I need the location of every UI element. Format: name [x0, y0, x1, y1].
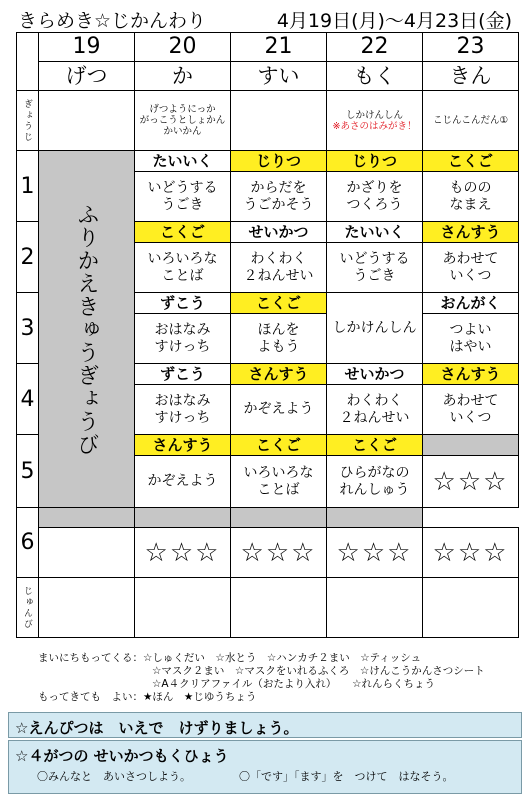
p1-thu-subject: じりつ — [327, 151, 423, 172]
day-num-19: 19 — [39, 33, 135, 62]
period-3: 3 — [17, 293, 39, 364]
bring-ok-line — [38, 691, 256, 704]
header — [18, 4, 518, 30]
p3-wed-l1: ほんを — [257, 321, 300, 338]
p3-wed-subject: こくご — [231, 293, 327, 314]
goal-title: ☆４がつの せいかつもくひょう — [15, 747, 229, 765]
p2-fri-l2: いくつ — [449, 267, 492, 284]
p2-tue-l2: ことば — [161, 267, 204, 284]
p3-fri-l2: はやい — [449, 338, 492, 355]
p6-thu-stars: ☆☆☆ — [327, 528, 423, 578]
day-num-21: 21 — [231, 33, 327, 62]
notice-text: ☆えんぴつは いえで けずりましょう。 — [15, 719, 299, 737]
bring-line1 — [38, 652, 421, 665]
p1-wed-l2: うごかそう — [243, 196, 314, 213]
morning-fri-line1: こじんこんだん① — [432, 115, 509, 126]
morning-mon — [39, 91, 135, 151]
after-thu — [327, 578, 423, 638]
notice-box — [8, 712, 522, 738]
day-num-22: 22 — [327, 33, 423, 62]
p1-fri-subject: こくご — [423, 151, 519, 172]
morning-tue-line3: かいかん — [163, 126, 202, 137]
p1-fri-l2: なまえ — [449, 196, 492, 213]
page-title: きらめき☆じかんわり — [18, 10, 207, 32]
p6-tue-stars: ☆☆☆ — [135, 528, 231, 578]
p5-tue-subject: さんすう — [135, 435, 231, 456]
p4-wed-subject: さんすう — [231, 364, 327, 385]
p3-thu-l1: しかけんしん — [332, 319, 417, 336]
p6-wed-stars: ☆☆☆ — [231, 528, 327, 578]
p3-thu-content — [327, 293, 423, 364]
p3-tue-subject: ずこう — [135, 293, 231, 314]
p4-thu-subject: せいかつ — [327, 364, 423, 385]
day-num-20: 20 — [135, 33, 231, 62]
p1-thu-l2: つくろう — [346, 196, 403, 213]
bring-line3: ☆A４クリアファイル（おたより入れ） ☆れんらくちょう — [152, 678, 436, 690]
weekday-thu: もく — [327, 62, 423, 91]
p4-thu-l2: ２ねんせい — [339, 409, 410, 426]
p2-thu-subject: たいいく — [327, 222, 423, 243]
bring-daily-label: まいにちもってくる： — [38, 652, 143, 664]
p3-tue-l1: おはなみ — [154, 321, 211, 338]
weekday-wed: すい — [231, 62, 327, 91]
p3-fri-subject: おんがく — [423, 293, 519, 314]
after-fri — [423, 578, 519, 638]
p4-fri-subject: さんすう — [423, 364, 519, 385]
p1-tue-l2: うごき — [161, 196, 204, 213]
p2-fri-subject: さんすう — [423, 222, 519, 243]
p6-thu-gray — [231, 508, 327, 528]
after-tue — [135, 578, 231, 638]
p4-fri-l1: あわせて — [442, 392, 499, 409]
p4-thu-content — [327, 385, 423, 435]
p2-fri-content — [423, 243, 519, 293]
p3-tue-content — [135, 314, 231, 364]
p5-fri-gray — [423, 435, 519, 456]
p2-wed-l1: わくわく — [250, 250, 307, 267]
p6-mon-empty — [39, 528, 135, 578]
p1-tue-subject: たいいく — [135, 151, 231, 172]
p6-fri-stars: ☆☆☆ — [423, 528, 519, 578]
monday-holiday-text: ふりかえきゅうぎょうび — [74, 202, 99, 456]
p1-thu-l1: かざりを — [346, 179, 403, 196]
p3-fri-l1: つよい — [449, 321, 492, 338]
morning-tue-line2: がっこうとしょかん — [139, 115, 226, 126]
p5-wed-subject: こくご — [231, 435, 327, 456]
p5-thu-subject: こくご — [327, 435, 423, 456]
period-5: 5 — [17, 435, 39, 508]
p2-thu-l1: いどうする — [339, 250, 410, 267]
morning-label-cell — [17, 91, 39, 151]
p5-wed-l1: いろいろな — [243, 464, 314, 481]
p5-wed-content — [231, 456, 327, 508]
p5-thu-content — [327, 456, 423, 508]
p1-tue-l1: いどうする — [147, 179, 218, 196]
goal-item-1: 〇みんなと あいさつしよう。 — [37, 770, 191, 783]
p6-fri-gray — [327, 508, 423, 528]
after-label-cell — [17, 578, 39, 638]
weekday-fri: きん — [423, 62, 519, 91]
goal-box — [8, 740, 522, 794]
p2-thu-l2: うごき — [353, 267, 396, 284]
p2-wed-subject: せいかつ — [231, 222, 327, 243]
morning-wed — [231, 91, 327, 151]
p4-fri-content — [423, 385, 519, 435]
p5-tue-content — [135, 456, 231, 508]
p1-tue-content — [135, 172, 231, 222]
weekday-mon: げつ — [39, 62, 135, 91]
timetable — [16, 32, 519, 638]
monday-holiday-block — [39, 151, 135, 508]
p5-wed-l2: ことば — [257, 481, 300, 498]
date-range: 4月19日(月)〜4月23日(金) — [276, 10, 512, 32]
morning-label: ぎょうじ — [22, 98, 32, 143]
p4-tue-subject: ずこう — [135, 364, 231, 385]
morning-thu — [327, 91, 423, 151]
bring-line1-text: ☆しゅくだい ☆水とう ☆ハンカチ２まい ☆ティッシュ — [143, 652, 422, 664]
p3-wed-content — [231, 314, 327, 364]
p6-tue-gray — [39, 508, 135, 528]
goal-item-2: 〇「です」「ます」を つけて はなそう。 — [239, 770, 454, 783]
morning-tue-line1: げつようにっか — [149, 104, 216, 115]
p1-thu-content — [327, 172, 423, 222]
after-label: じゅんび — [22, 585, 32, 630]
p2-thu-content — [327, 243, 423, 293]
p1-wed-l1: からだを — [250, 179, 307, 196]
p1-wed-subject: じりつ — [231, 151, 327, 172]
p4-tue-content — [135, 385, 231, 435]
period-4: 4 — [17, 364, 39, 435]
after-wed — [231, 578, 327, 638]
p6-wed-gray — [135, 508, 231, 528]
corner-cell — [17, 33, 39, 91]
bring-items — [16, 648, 516, 708]
day-num-23: 23 — [423, 33, 519, 62]
p4-thu-l1: わくわく — [346, 392, 403, 409]
p5-fri-stars: ☆☆☆ — [423, 456, 519, 508]
morning-tue — [135, 91, 231, 151]
period-6: 6 — [17, 508, 39, 578]
after-mon — [39, 578, 135, 638]
p1-fri-l1: ものの — [449, 179, 492, 196]
p2-wed-l2: ２ねんせい — [243, 267, 314, 284]
morning-fri — [423, 91, 519, 151]
weekday-tue: か — [135, 62, 231, 91]
period-1: 1 — [17, 151, 39, 222]
p4-fri-l2: いくつ — [449, 409, 492, 426]
morning-thu-line1: しかけんしん — [345, 109, 403, 121]
p3-fri-content — [423, 314, 519, 364]
p5-thu-l1: ひらがなの — [339, 464, 410, 481]
p3-wed-l2: よもう — [257, 338, 300, 355]
p2-tue-l1: いろいろな — [147, 250, 218, 267]
bring-ok-label: もってきても よい： — [38, 691, 143, 703]
morning-thu-line2: ※あさのはみがき！ — [332, 120, 417, 132]
bring-ok-items: ★ほん ★じゆうちょう — [143, 691, 257, 703]
p4-tue-l1: おはなみ — [154, 392, 211, 409]
p1-fri-content — [423, 172, 519, 222]
p2-tue-subject: こくご — [135, 222, 231, 243]
p2-fri-l1: あわせて — [442, 250, 499, 267]
p4-wed-content — [231, 385, 327, 435]
p4-tue-l2: すけっち — [154, 409, 211, 426]
p5-thu-l2: れんしゅう — [339, 481, 410, 498]
period-2: 2 — [17, 222, 39, 293]
p1-wed-content — [231, 172, 327, 222]
p5-tue-l1: かぞえよう — [147, 473, 218, 489]
bring-line2: ☆マスク２まい ☆マスクをいれるふくろ ☆けんこうかんさつシート — [152, 665, 485, 677]
p2-wed-content — [231, 243, 327, 293]
p3-tue-l2: すけっち — [154, 338, 211, 355]
p4-wed-l1: かぞえよう — [243, 401, 314, 417]
p2-tue-content — [135, 243, 231, 293]
